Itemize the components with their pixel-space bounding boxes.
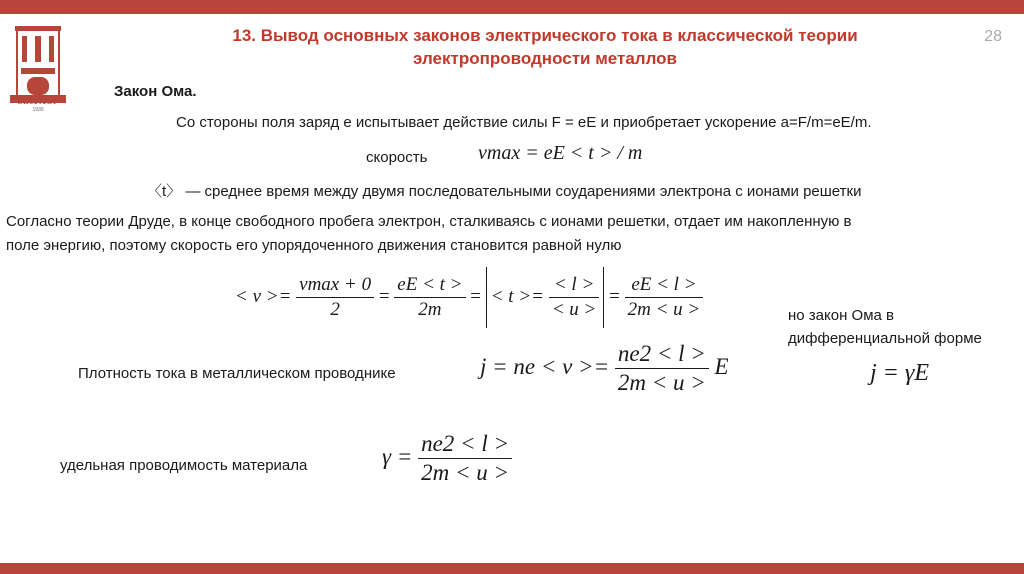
fraction-eEt-over-2m: $\frac{eE < t >}{2m}$: [394, 273, 465, 322]
mean-time-description: 〈t〉 — среднее время между двумя последовательными соударениями электрона с ионами решетки: [147, 183, 862, 200]
fraction-l-over-u: $\frac{< l >}{< u >}$: [549, 273, 600, 322]
ohm-note-line1: но закон Ома в: [788, 307, 894, 324]
conductivity-label: удельная проводимость материала: [60, 457, 308, 474]
fraction-vmax-over-2: $\frac{vmax + 0}{2}$: [296, 273, 374, 322]
v-avg-lhs: < v >=: [235, 285, 292, 307]
top-accent-bar: [0, 0, 1024, 14]
bottom-accent-bar: [0, 563, 1024, 574]
speed-label: скорость: [366, 149, 428, 166]
average-velocity-formula: < v >= $\frac{vmax + 0}{2}$ = $\frac{eE < t >}{2m}$ = < t >= $\frac{< l >}{< u >}$ = $\frac{eE < l >}{2m < u >}$: [235, 267, 703, 328]
section-heading: Закон Ома.: [114, 83, 197, 100]
drude-text-line2: поле энергию, поэтому скорость его упорядоченного движения становится равной нулю: [6, 237, 622, 254]
slide-title-line1: 13. Вывод основных законов электрического тока в классической теории: [232, 26, 858, 45]
page-number: 28: [984, 28, 1002, 45]
speed-formula: vmax = eE < t > / m: [478, 142, 643, 164]
equals-sign: =: [470, 285, 481, 307]
fraction-eEl-over-2mu: $\frac{eE < l >}{2m < u >}$: [625, 273, 704, 322]
slide-title: [150, 24, 940, 70]
fraction-ne2l-over-2mu: $\frac{ne2 < l >}{2m < u >}$: [615, 340, 709, 397]
equals-sign: =: [378, 285, 390, 307]
fraction-gamma: $\frac{ne2 < l >}{2m < u >}$: [418, 430, 512, 487]
logo-subtitle: 1930: [32, 107, 44, 113]
ohm-note-line2: дифференциальной форме: [788, 330, 982, 347]
current-density-label: Плотность тока в металлическом проводнике: [78, 365, 396, 382]
drude-text-line1: Согласно теории Друде, в конце свободного пробега электрон, сталкиваясь с ионами решетки, отдает им накопленную в: [6, 213, 852, 230]
force-description: Со стороны поля заряд e испытывает действие силы F = eE и приобретает ускорение a=F/m=eE/m.: [176, 114, 872, 131]
substitution-bar: < t >= $\frac{< l >}{< u >}$: [486, 267, 605, 328]
ohm-differential-formula: j = γE: [870, 360, 929, 386]
current-density-formula: j = ne < v >= $\frac{ne2 < l >}{2m < u >}$ E: [480, 341, 729, 395]
conductivity-formula: γ = $\frac{ne2 < l >}{2m < u >}$: [382, 430, 512, 487]
logo-name: СибГАСУ: [16, 96, 60, 106]
slide-title-line2: электропроводности металлов: [413, 49, 677, 68]
